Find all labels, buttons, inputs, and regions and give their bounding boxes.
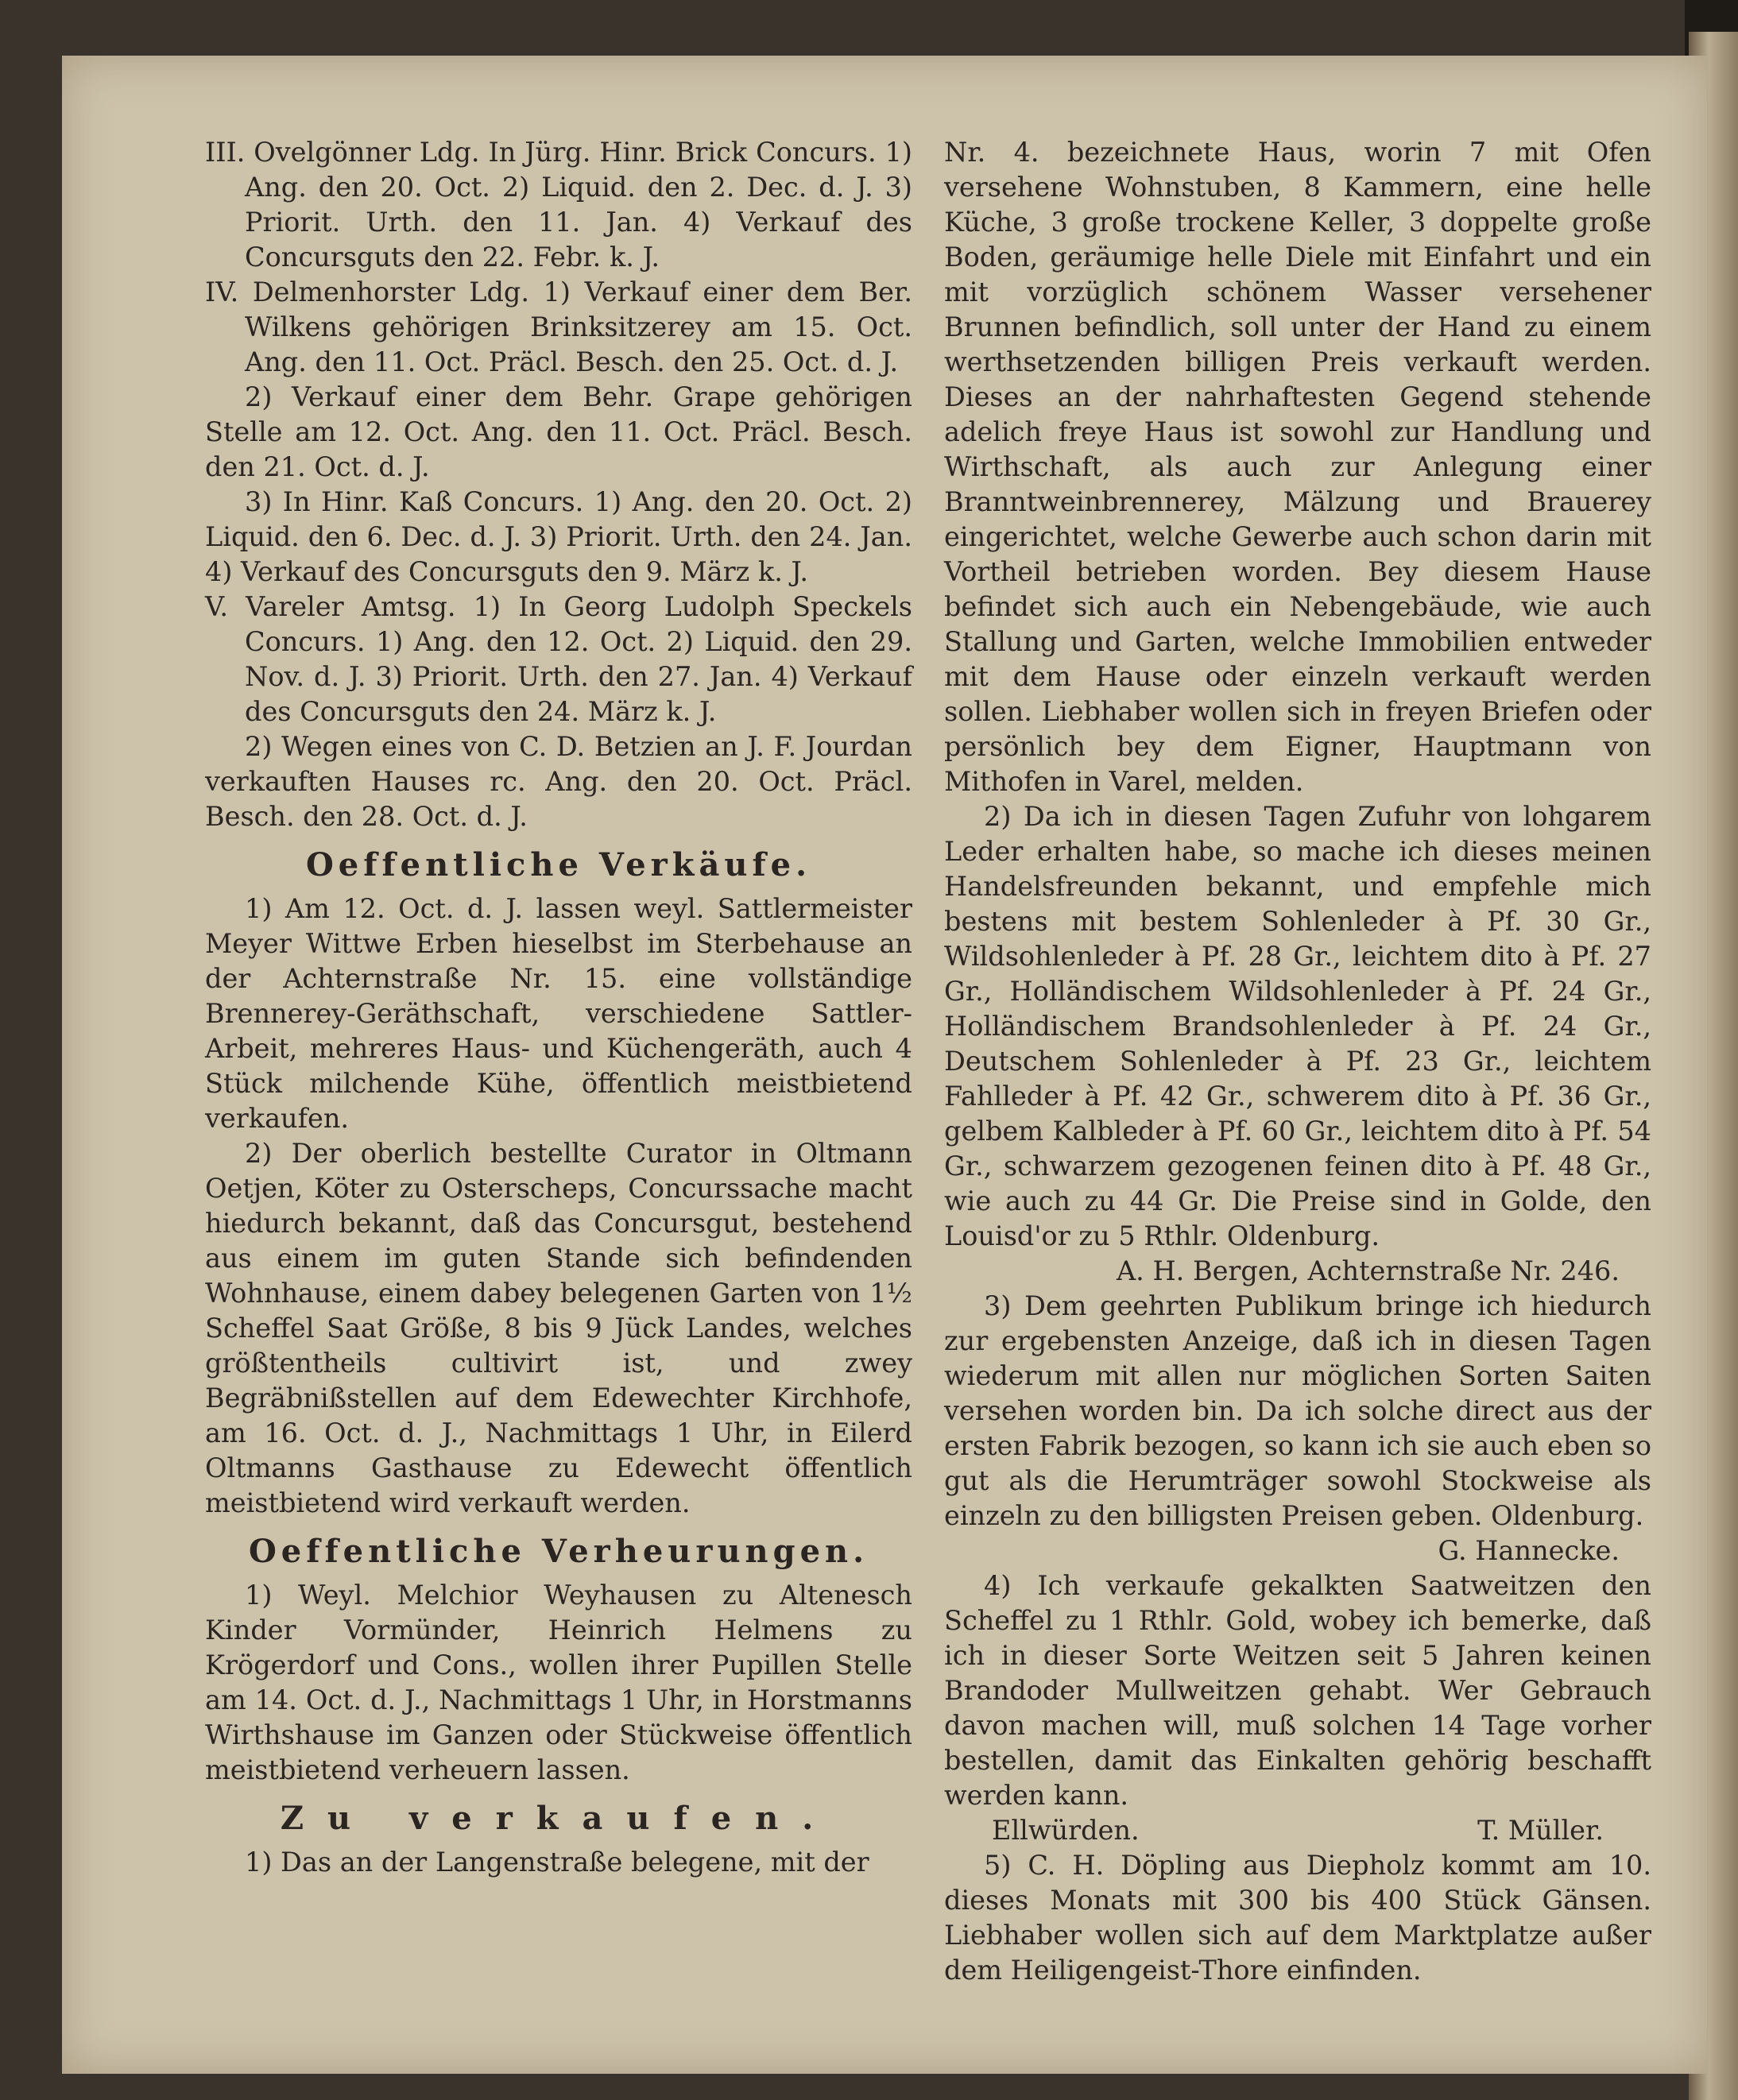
notice-varel: V. Vareler Amtsg. 1) In Georg Ludolph Speckels Concurs. 1) Ang. den 12. Oct. 2) Liquid. den 29. Nov. d. J. 3) Priorit. Urth. den 27. Jan. 4) Verkauf des Concursguts den 24. März k. J. [205,591,912,727]
for-sale-notice-3: 3) Dem geehrten Publikum bringe ich hiedurch zur ergebensten Anzeige, daß ich in diesen Tagen wiederum mit allen nur möglichen Sorten Saiten versehen worden bin. Da ich solche direct aus der ersten Fabrik bezogen, so kann ich sie auch eben so gut als die Herumträger sowohl Stockweise als einzeln zu den billigsten Preisen geben. Oldenburg. [944,1290,1651,1531]
for-sale-notice-2: 2) Da ich in diesen Tagen Zufuhr von lohgarem Leder erhalten habe, so mache ich dieses meinen Handelsfreunden bekannt, und empfehle mich bestens mit bestem Sohlenleder à Pf. 30 Gr., Wildsohlenleder à Pf. 28 Gr., leichtem dito à Pf. 27 Gr., Holländischem Wildsohlenleder à Pf. 24 Gr., Holländischem Brandsohlenleder à Pf. 24 Gr., Deutschem Sohlenleder à Pf. 23 Gr., leichtem Fahlleder à Pf. 42 Gr., schwerem dito à Pf. 36 Gr., gelbem Kalbleder à Pf. 60 Gr., leichtem dito à Pf. 54 Gr., schwarzem gezogenen feinen dito à Pf. 48 Gr., wie auch zu 44 Gr. Die Preise sind in Golde, den Louisd'or zu 5 Rthlr. Oldenburg. [944,801,1651,1251]
signature-hannecke: G. Hannecke. [1438,1535,1620,1566]
signature-name: T. Müller. [1477,1815,1604,1846]
left-column [205,135,912,1880]
for-sale-notice-1-cont: Nr. 4. bezeichnete Haus, worin 7 mit Ofen versehene Wohnstuben, 8 Kammern, eine helle Küche, 3 große trockene Keller, 3 doppelte große Boden, geräumige helle Diele mit Einfahrt und ein mit vorzüglich schönem Wasser versehener Brunnen befindlich, soll unter der Hand zu einem werthsetzenden billigen Preis verkauft werden. Dieses an der nahrhaftesten Gegend stehende adelich freye Haus ist sowohl zur Handlung und Wirthschaft, als auch zur Anlegung einer Branntweinbrennerey, Mälzung und Brauerey eingerichtet, welche Gewerbe auch schon darin mit Vortheil betrieben worden. Bey diesem Hause befindet sich auch ein Nebengebäude, wie auch Stallung und Garten, welche Immobilien entweder mit dem Hause oder einzeln verkauft werden sollen. Liebhaber wollen sich in freyen Briefen oder persönlich bey dem Eigner, Hauptmann von Mithofen in Varel, melden. [944,137,1651,797]
notice-delmenhorst-2: 2) Verkauf einer dem Behr. Grape gehörigen Stelle am 12. Oct. Ang. den 11. Oct. Präcl. Besch. den 21. Oct. d. J. [205,381,912,482]
signature-mueller [944,1813,1651,1848]
signature-place: Ellwürden. [992,1815,1140,1846]
notice-delmenhorst: IV. Delmenhorster Ldg. 1) Verkauf einer dem Ber. Wilkens gehörigen Brinksitzerey am 15. Oct. Ang. den 11. Oct. Präcl. Besch. den 25. Oct. d. J. [205,277,912,377]
for-sale-notice-5: 5) C. H. Döpling aus Diepholz kommt am 10. dieses Monats mit 300 bis 400 Stück Gänsen. Liebhaber wollen sich auf dem Marktplatze außer dem Heiligengeist-Thore einfinden. [944,1850,1651,1986]
signature-bergen: A. H. Bergen, Achternstraße Nr. 246. [1116,1255,1620,1286]
sale-notice-2: 2) Der oberlich bestellte Curator in Oltmann Oetjen, Köter zu Osterscheps, Concurssache macht hiedurch bekannt, daß das Concursgut, bestehend aus einem im guten Stande sich befindenden Wohnhause, einem dabey belegenen Garten von 1½ Scheffel Saat Größe, 8 bis 9 Jück Landes, welches größtentheils cultivirt ist, und zwey Begräbnißstellen auf dem Edewechter Kirchhofe, am 16. Oct. d. J., Nachmittags 1 Uhr, in Eilerd Oltmanns Gasthause zu Edewecht öffentlich meistbietend wird verkauft werden. [205,1138,912,1518]
heading-public-sales: Oeffentliche Verkäufe. [305,846,812,884]
notice-ovelgoenne: III. Ovelgönner Ldg. In Jürg. Hinr. Brick Concurs. 1) Ang. den 20. Oct. 2) Liquid. den 2. Dec. d. J. 3) Priorit. Urth. den 11. Jan. 4) Verkauf des Concursguts den 22. Febr. k. J. [205,137,912,273]
right-column [944,135,1651,1988]
notice-varel-2: 2) Wegen eines von C. D. Betzien an J. F. Jourdan verkauften Hauses rc. Ang. den 20. Oct. Präcl. Besch. den 28. Oct. d. J. [205,731,912,832]
sale-notice-1: 1) Am 12. Oct. d. J. lassen weyl. Sattlermeister Meyer Wittwe Erben hieselbst im Sterbehause an der Achternstraße Nr. 15. eine vollständige Brennerey-Geräthschaft, verschiedene Sattler-Arbeit, mehreres Haus- und Küchengeräth, auch 4 Stück milchende Kühe, öffentlich meistbietend verkaufen. [205,893,912,1134]
heading-public-leases: Oeffentliche Verheurungen. [248,1533,869,1570]
for-sale-notice-4: 4) Ich verkaufe gekalkten Saatweitzen den Scheffel zu 1 Rthlr. Gold, wobey ich bemerke, daß ich in dieser Sorte Weitzen seit 5 Jahren keinen Brandoder Mullweitzen gehabt. Wer Gebrauch davon machen will, muß solchen 14 Tage vorher bestellen, damit das Einkalten gehörig beschafft werden kann. [944,1570,1651,1811]
lease-notice-1: 1) Weyl. Melchior Weyhausen zu Altenesch Kinder Vormünder, Heinrich Helmens zu Krögerdorf und Cons., wollen ihrer Pupillen Stelle am 14. Oct. d. J., Nachmittags 1 Uhr, in Horstmanns Wirthshause im Ganzen oder Stückweise öffentlich meistbietend verheuern lassen. [205,1580,912,1785]
heading-for-sale: Zu verkaufen. [280,1800,838,1837]
notice-delmenhorst-3: 3) In Hinr. Kaß Concurs. 1) Ang. den 20. Oct. 2) Liquid. den 6. Dec. d. J. 3) Priorit. Urth. den 24. Jan. 4) Verkauf des Concursguts den 9. März k. J. [205,486,912,587]
for-sale-notice-1-start: 1) Das an der Langenstraße belegene, mit der [245,1847,869,1878]
